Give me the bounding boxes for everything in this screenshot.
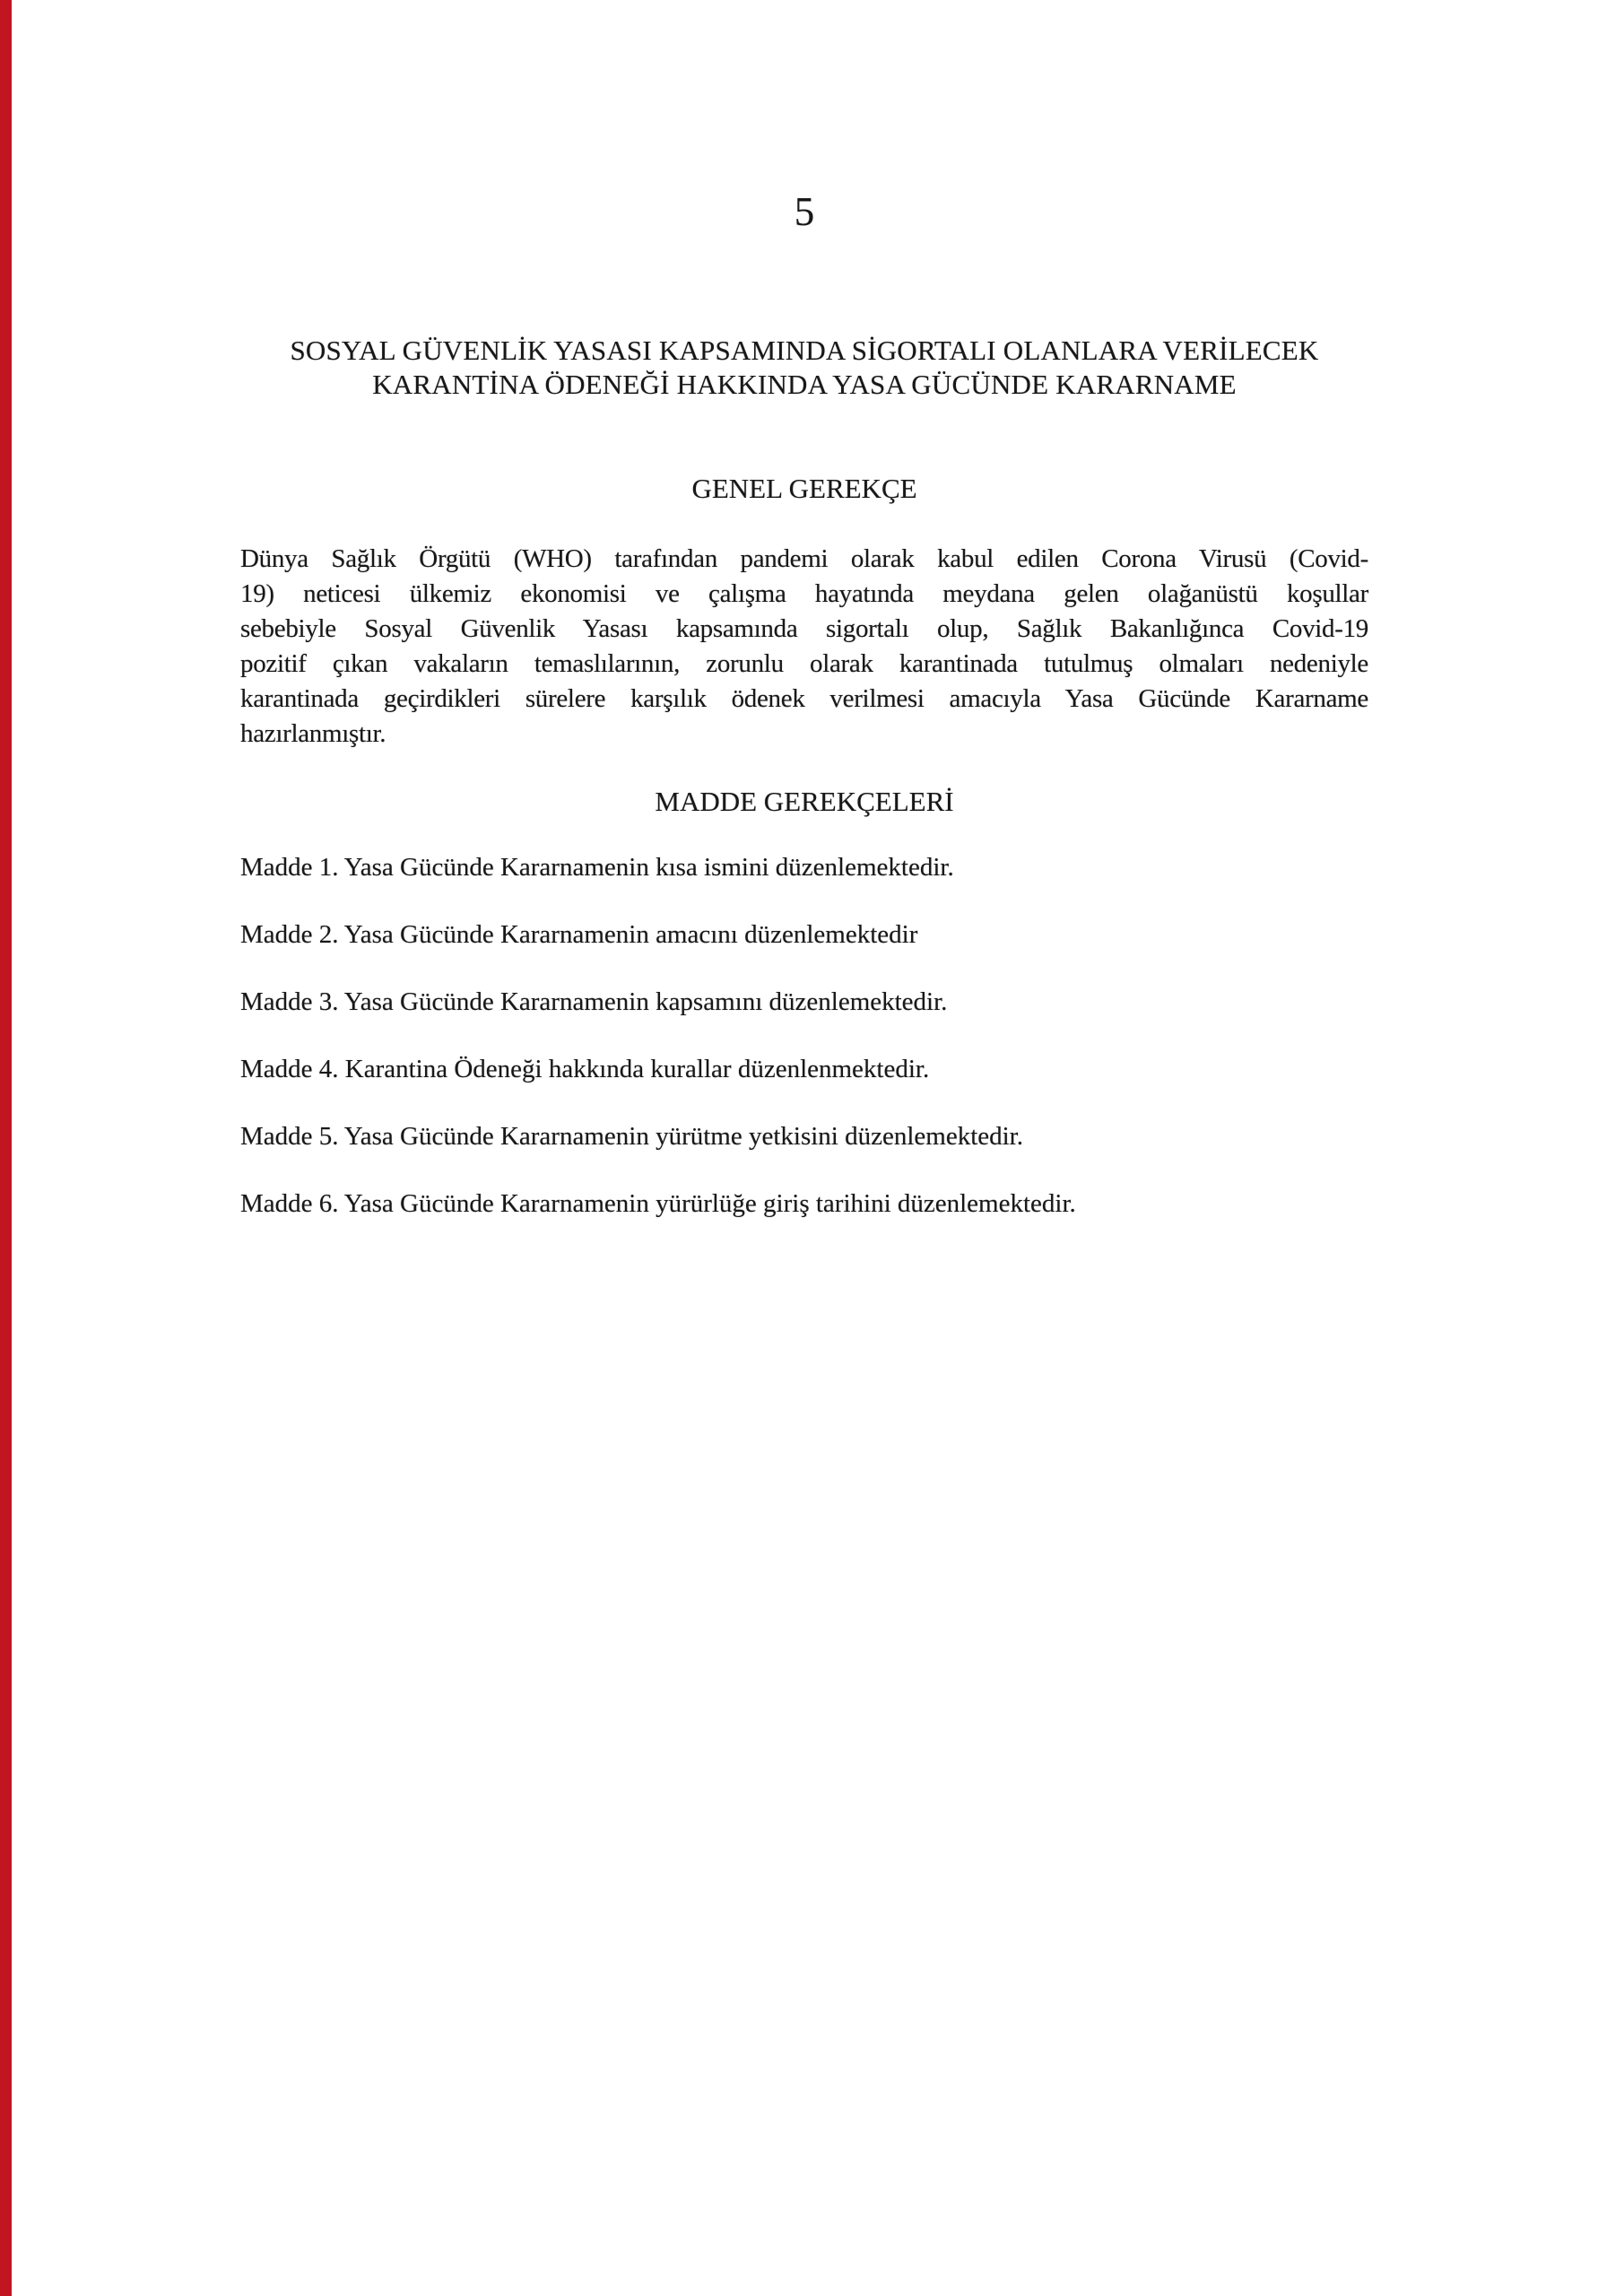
madde-item: Madde 4. Karantina Ödeneği hakkında kurallar düzenlenmektedir. (240, 1055, 930, 1083)
left-edge-scan-strip (0, 0, 12, 2296)
madde-item: Madde 1. Yasa Gücünde Kararnamenin kısa ismini düzenlemektedir. (240, 853, 954, 882)
paragraph-line: hazırlanmıştır. (240, 719, 386, 748)
madde-item: Madde 3. Yasa Gücünde Kararnamenin kapsamını düzenlemektedir. (240, 987, 948, 1016)
paragraph-line: karantinada geçirdikleri sürelere karşılık ödenek verilmesi amacıyla Yasa Gücünde Kararname (240, 684, 1368, 713)
document-title-line: KARANTİNA ÖDENEĞİ HAKKINDA YASA GÜCÜNDE KARARNAME (372, 369, 1237, 400)
madde-item: Madde 5. Yasa Gücünde Kararnamenin yürütme yetkisini düzenlemektedir. (240, 1122, 1023, 1151)
document-title-line: SOSYAL GÜVENLİK YASASI KAPSAMINDA SİGORTALI OLANLARA VERİLECEK (290, 335, 1319, 366)
page-number: 5 (794, 189, 815, 234)
document-title (222, 334, 1386, 402)
section-heading-madde: MADDE GEREKÇELERİ (655, 786, 954, 817)
paragraph-line: Dünya Sağlık Örgütü (WHO) tarafından pandemi olarak kabul edilen Corona Virusü (Covid- (240, 544, 1368, 573)
madde-item: Madde 6. Yasa Gücünde Kararnamenin yürürlüğe giriş tarihini düzenlemektedir. (240, 1189, 1076, 1218)
madde-list (240, 851, 1388, 1255)
paragraph-line: 19) neticesi ülkemiz ekonomisi ve çalışma hayatında meydana gelen olağanüstü koşullar (240, 579, 1368, 608)
general-justification-paragraph (240, 542, 1368, 752)
paragraph-line: pozitif çıkan vakaların temaslılarının, zorunlu olarak karantinada tutulmuş olmaları nedeniyle (240, 649, 1368, 678)
paragraph-line: sebebiyle Sosyal Güvenlik Yasası kapsamında sigortalı olup, Sağlık Bakanlığınca Covid-19 (240, 614, 1368, 643)
section-heading-general: GENEL GEREKÇE (691, 473, 917, 504)
madde-item: Madde 2. Yasa Gücünde Kararnamenin amacını düzenlemektedir (240, 920, 918, 949)
